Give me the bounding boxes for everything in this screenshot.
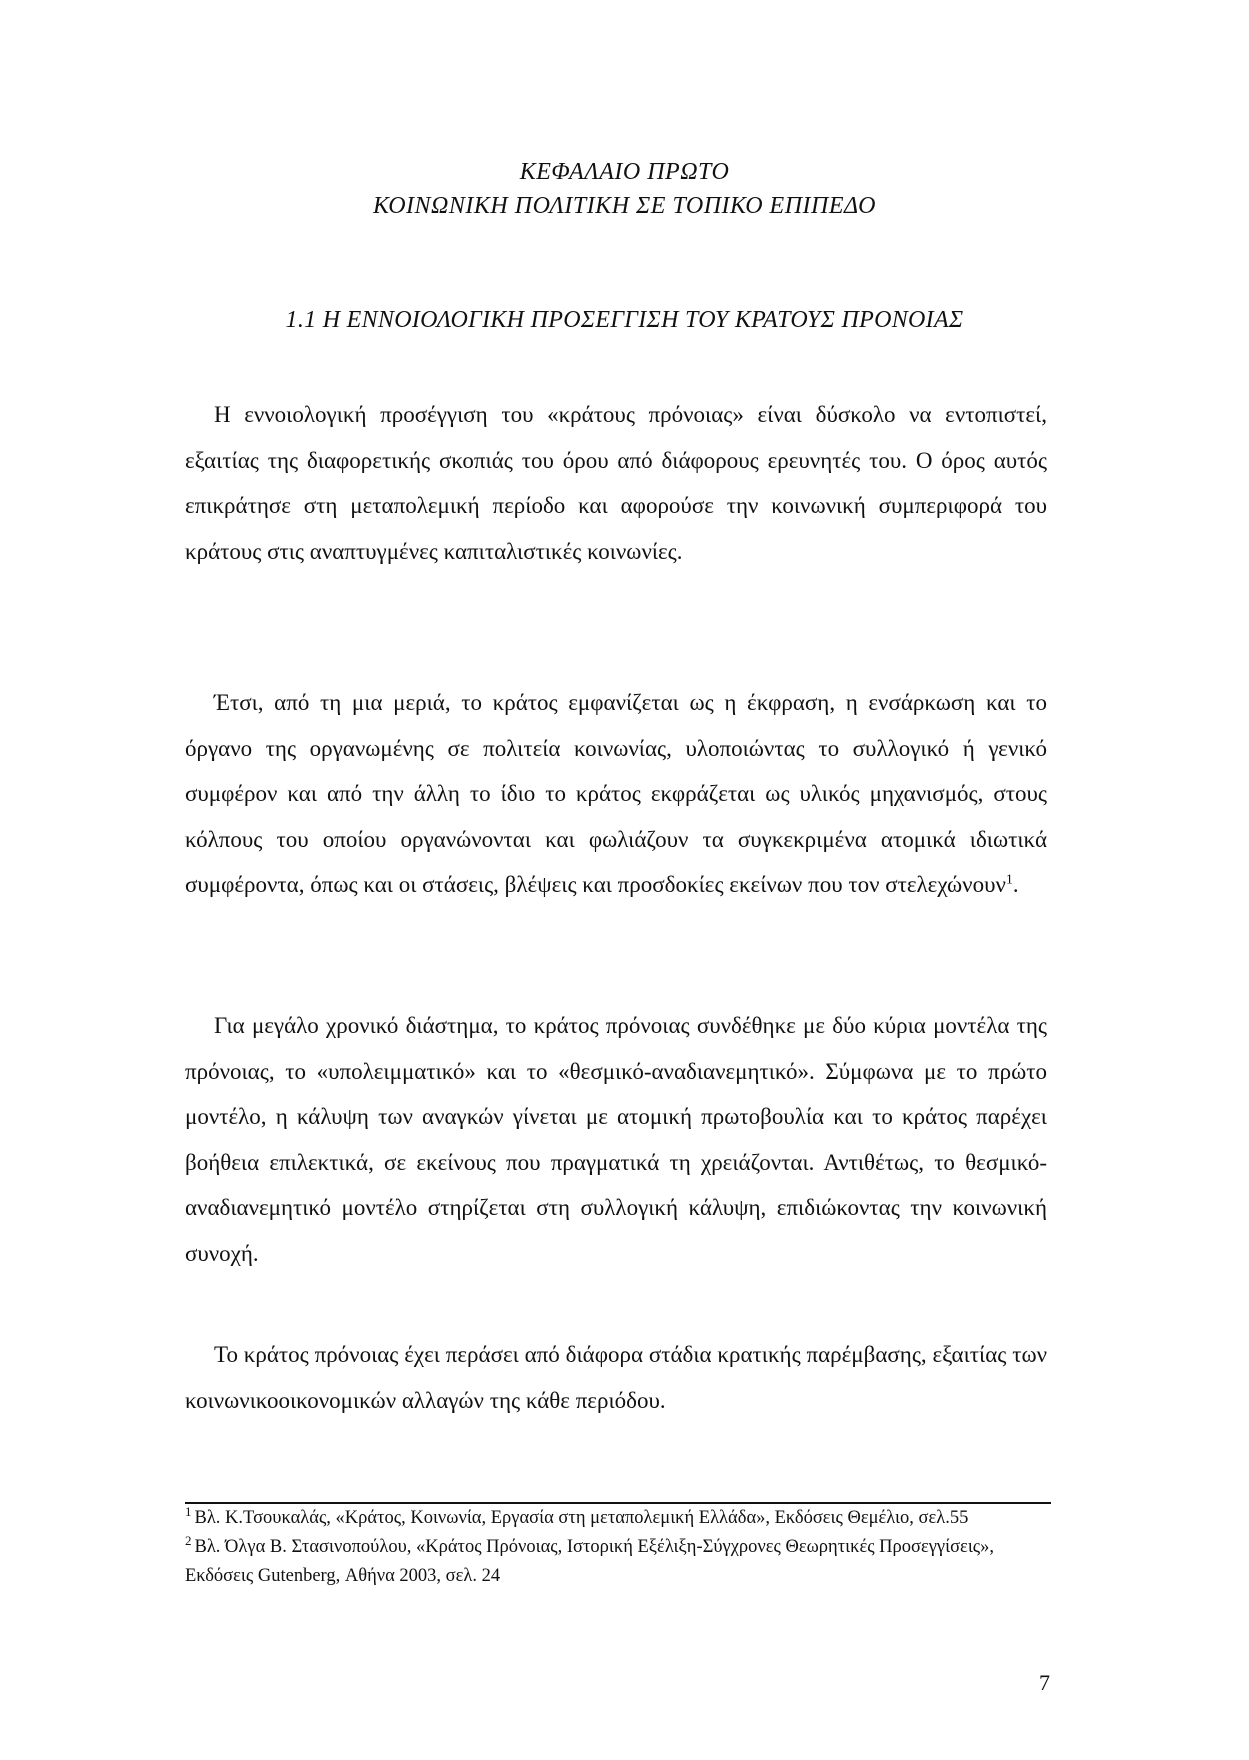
paragraph-3: Για μεγάλο χρονικό διάστημα, το κράτος πρόνοιας συνδέθηκε με δύο κύρια μοντέλα της πρόνοιας, το «υπολειμματικό» και το «θεσμικό-αναδιανεμητικό». Σύμφωνα με το πρώτο μοντέλο, η κάλυψη των αναγκών γίνεται με ατομική πρωτοβουλία και το κράτος παρέχει βοήθεια επιλεκτικά, σε εκείνους που πραγματικά τη χρειάζονται. Αντιθέτως, το θεσμικό-αναδιανεμητικό μοντέλο στηρίζεται στη συλλογική κάλυψη, επιδιώκοντας την κοινωνική συνοχή. <box>185 1013 1047 1266</box>
paragraph-2-text: Έτσι, από τη μια μεριά, το κράτος εμφανίζεται ως η έκφραση, η ενσάρκωση και το όργανο της οργανωμένης σε πολιτεία κοινωνίας, υλοποιώντας το συλλογικό ή γενικό συμφέρον και από την άλλη το ίδιο το κράτος εκφράζεται ως υλικός μηχανισμός, στους κόλπους του οποίου οργανώνονται και φωλιάζουν τα συγκεκριμένα ατομικά ιδιωτικά συμφέροντα, όπως και οι στάσεις, βλέψεις και προσδοκίες εκείνων που τον στελεχώνουν <box>185 690 1047 897</box>
footnote-mark: 1 <box>185 1503 192 1519</box>
page-number: 7 <box>1039 1670 1050 1695</box>
paragraph-1: Η εννοιολογική προσέγγιση του «κράτους πρόνοιας» είναι δύσκολο να εντοπιστεί, εξαιτίας της διαφορετικής σκοπιάς του όρου από διάφορους ερευνητές του. Ο όρος αυτός επικράτησε στη μεταπολεμική περίοδο και αφορούσε την κοινωνική συμπεριφορά του κράτους στις αναπτυγμένες καπιταλιστικές κοινωνίες. <box>185 402 1047 564</box>
paragraph-4: Το κράτος πρόνοιας έχει περάσει από διάφορα στάδια κρατικής παρέμβασης, εξαιτίας των κοινωνικοοικονομικών αλλαγών της κάθε περιόδου. <box>185 1342 1047 1413</box>
footnote-text: Βλ. Κ.Τσουκαλάς, «Κράτος, Κοινωνία, Εργασία στη μεταπολεμική Ελλάδα», Εκδόσεις Θεμέλιο, σελ.55 <box>194 1508 969 1528</box>
paragraph-2 <box>185 680 1047 908</box>
chapter-label: ΚΕΦΑΛΑΙΟ ΠΡΩΤΟ <box>519 159 730 185</box>
chapter-title: ΚΟΙΝΩΝΙΚΗ ΠΟΛΙΤΙΚΗ ΣΕ ΤΟΠΙΚΟ ΕΠΙΠΕΔΟ <box>373 193 876 219</box>
footnote-text: Βλ. Όλγα Β. Στασινοπούλου, «Κράτος Πρόνοιας, Ιστορική Εξέλιξη-Σύγχρονες Θεωρητικές Προσεγγίσεις», Εκδόσεις Gutenberg, Αθήνα 2003, σελ. 24 <box>185 1536 994 1586</box>
footnote-reference-1: 1 <box>1005 872 1013 888</box>
footnotes <box>185 1504 1051 1590</box>
footnote-2 <box>185 1533 1051 1591</box>
section-title: 1.1 Η ΕΝΝΟΙΟΛΟΓΙΚΗ ΠΡΟΣΕΓΓΙΣΗ ΤΟΥ ΚΡΑΤΟΥΣ ΠΡΟΝΟΙΑΣ <box>285 307 964 333</box>
footnote-1 <box>185 1504 1051 1533</box>
footnote-mark: 2 <box>185 1532 192 1548</box>
paragraph-2-end: . <box>1012 872 1019 897</box>
